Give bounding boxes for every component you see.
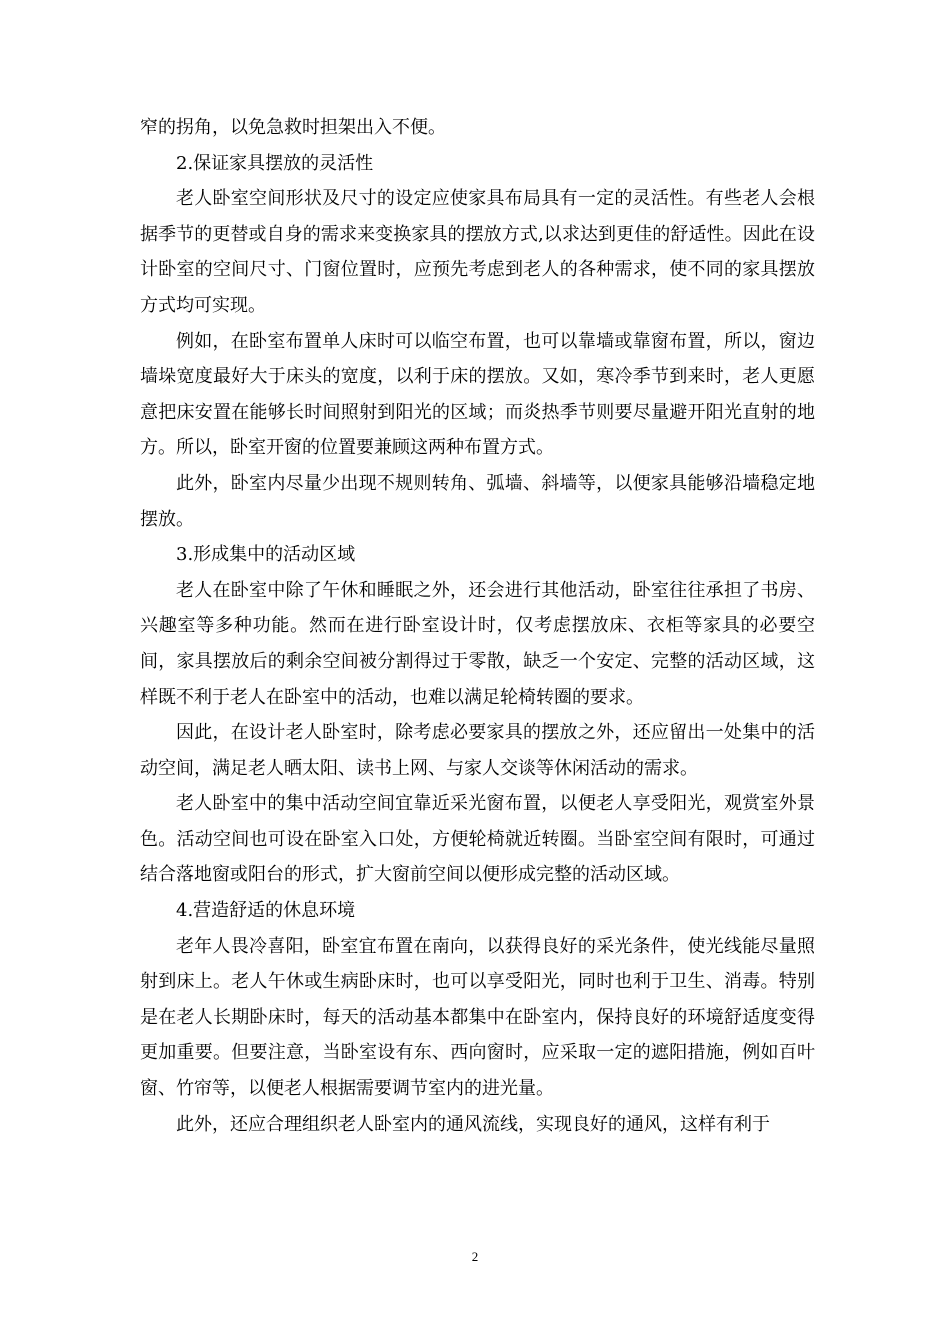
paragraph: 老人卧室空间形状及尺寸的设定应使家具布局具有一定的灵活性。有些老人会根据季节的更替或自身的需求来变换家具的摆放方式,以求达到更佳的舒适性。因此在设计卧室的空间尺寸、门窗位置时，应预先考虑到老人的各种需求，使不同的家具摆放方式均可实现。 [140, 188, 815, 316]
section-heading-3: 3.形成集中的活动区域 [176, 544, 356, 566]
paragraph-continuation: 窄的拐角，以免急救时担架出入不便。 [140, 117, 446, 138]
paragraph: 此外，还应合理组织老人卧室内的通风流线，实现良好的通风，这样有利于 [176, 1113, 770, 1135]
page-number: 2 [471, 1249, 479, 1264]
section-heading-2: 2.保证家具摆放的灵活性 [176, 152, 374, 174]
paragraph: 老人卧室中的集中活动空间宜靠近采光窗布置，以便老人享受阳光，观赏室外景色。活动空间也可设在卧室入口处，方便轮椅就近转圈。当卧室空间有限时，可通过结合落地窗或阳台的形式，扩大窗前空间以便形成完整的活动区域。 [140, 793, 815, 886]
paragraph: 此外，卧室内尽量少出现不规则转角、弧墙、斜墙等，以便家具能够沿墙稳定地摆放。 [140, 472, 815, 530]
paragraph: 因此，在设计老人卧室时，除考虑必要家具的摆放之外，还应留出一处集中的活动空间，满足老人晒太阳、读书上网、与家人交谈等休闲活动的需求。 [140, 722, 815, 779]
paragraph: 例如，在卧室布置单人床时可以临空布置，也可以靠墙或靠窗布置，所以，窗边墙垛宽度最好大于床头的宽度，以利于床的摆放。又如，寒冷季节到来时，老人更愿意把床安置在能够长时间照射到阳光的区域；而炎热季节则要尽量避开阳光直射的地方。所以，卧室开窗的位置要兼顾这两种布置方式。 [140, 330, 815, 459]
document-body [140, 110, 815, 1142]
paragraph: 老人在卧室中除了午休和睡眠之外，还会进行其他活动，卧室往往承担了书房、兴趣室等多种功能。然而在进行卧室设计时，仅考虑摆放床、衣柜等家具的必要空间，家具摆放后的剩余空间被分割得过于零散，缺乏一个安定、完整的活动区域，这样既不利于老人在卧室中的活动，也难以满足轮椅转圈的要求。 [140, 579, 815, 708]
paragraph: 老年人畏冷喜阳，卧室宜布置在南向，以获得良好的采光条件，使光线能尽量照射到床上。老人午休或生病卧床时，也可以享受阳光，同时也利于卫生、消毒。特别是在老人长期卧床时，每天的活动基本都集中在卧室内，保持良好的环境舒适度变得更加重要。但要注意，当卧室设有东、西向窗时，应采取一定的遮阳措施，例如百叶窗、竹帘等，以便老人根据需要调节室内的进光量。 [140, 935, 815, 1100]
section-heading-4: 4.营造舒适的休息环境 [176, 900, 356, 922]
